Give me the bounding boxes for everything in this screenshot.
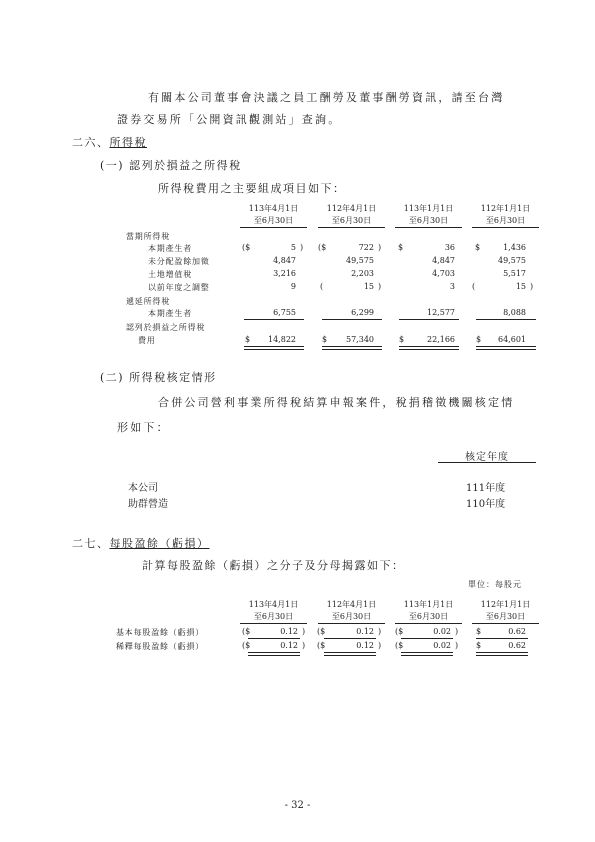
eps-close-paren: ) [378,641,382,650]
eps-basic-label: 基本每股盈餘（虧損） [116,628,204,637]
tax-open-dollar: ($ [318,243,327,252]
intro-line-2: 證券交易所「公開資訊觀測站」查詢。 [117,113,342,126]
eps-double-underline [324,652,376,656]
tax-dollar: $ [399,335,405,344]
tax-col-4-line2: 至6月30日 [485,216,526,225]
eps-cell: 0.12 [356,641,374,650]
eps-col-1-line1: 113年4月1日 [248,600,299,609]
tax-cell: 9 [290,282,296,291]
row-current-tax: 當期所得稅 [126,232,170,241]
total-double-rule [399,346,459,350]
tax-col-3-rule [395,227,462,228]
tax-cell: 15 [515,282,526,291]
eps-col-1-line2: 至6月30日 [253,612,294,621]
row-current-period-label: 本期產生者 [148,244,192,253]
eps-cell: 0.12 [356,627,374,636]
assessment-entity: 助群營造 [128,499,168,510]
subtotal-rule [244,319,304,320]
eps-dollar: $ [476,627,482,636]
tax-cell: 4,847 [273,256,296,265]
eps-close-paren: ) [302,627,306,636]
tax-total-cell: 22,166 [427,335,455,344]
tax-col-3-line2: 至6月30日 [408,216,449,225]
tax-cell: 8,088 [503,308,526,317]
tax-total-cell: 64,601 [498,335,526,344]
total-double-rule [322,346,382,350]
eps-open-dollar: ($ [242,641,251,650]
tax-cell: 6,755 [273,308,296,317]
tax-cell: 12,577 [427,308,455,317]
eps-close-paren: ) [455,627,459,636]
eps-open-dollar: ($ [242,627,251,636]
row-total-label-2: 費用 [138,336,156,345]
eps-cell: 0.62 [508,641,526,650]
eps-double-underline [248,652,300,656]
tax-open-dollar: ($ [242,243,251,252]
tax-col-2-line1: 112年4月1日 [326,204,377,213]
tax-cell: 3,216 [273,269,296,278]
tax-cell: 6,299 [351,308,374,317]
row-prior-label: 以前年度之調整 [148,283,210,292]
section-26-number: 二六、 [72,136,110,149]
tax-col-4-line1: 112年1月1日 [480,204,531,213]
assessment-year: 110年度 [466,499,506,510]
tax-col-1-line2: 至6月30日 [253,216,294,225]
sub1-heading: (一) 認列於損益之所得稅 [100,159,242,172]
eps-double-underline [476,652,528,656]
tax-close-paren: ) [378,243,382,252]
section-27-description: 計算每股盈餘（虧損）之分子及分母揭露如下： [142,559,405,572]
tax-col-3-line1: 113年1月1日 [403,204,454,213]
tax-cell: 3 [449,282,455,291]
tax-col-1-line1: 113年4月1日 [248,204,299,213]
eps-col-4-line2: 至6月30日 [485,612,526,621]
tax-dollar: $ [322,335,328,344]
tax-dollar: $ [476,335,482,344]
eps-double-underline [401,652,453,656]
assessment-year: 111年度 [466,483,506,494]
section-26-heading [72,134,147,150]
tax-total-cell: 14,822 [268,335,296,344]
row-land-label: 土地增值稅 [148,270,192,279]
tax-close-paren: ) [300,243,304,252]
tax-cell: 4,703 [432,269,455,278]
eps-col-rule [240,623,307,624]
tax-col-1-rule [240,227,307,228]
eps-diluted-label: 稀釋每股盈餘（虧損） [116,642,204,651]
intro-line-1: 有關本公司董事會決議之員工酬勞及董事酬勞資訊，請至台灣 [148,91,505,104]
eps-col-2-line1: 112年4月1日 [326,600,377,609]
tax-dollar: $ [475,243,481,252]
eps-close-paren: ) [302,641,306,650]
tax-cell: 722 [358,243,374,252]
page-number: - 32 - [284,800,311,811]
row-total-label-1: 認列於損益之所得稅 [126,323,206,332]
tax-cell: 15 [363,282,374,291]
assessment-header-rule [438,462,536,463]
eps-dollar: $ [476,641,482,650]
eps-underline [324,638,376,639]
eps-col-rule [318,623,385,624]
section-27-heading [72,535,210,551]
sub2-heading: (二) 所得稅核定情形 [100,371,217,384]
tax-cell: 2,203 [351,269,374,278]
section-27-title: 每股盈餘（虧損） [109,537,210,550]
eps-cell: 0.62 [508,627,526,636]
sub1-description: 所得稅費用之主要組成項目如下： [158,182,346,195]
tax-cell: 5 [290,243,296,252]
eps-open-dollar: ($ [317,641,326,650]
eps-col-rule [395,623,462,624]
eps-col-2-line2: 至6月30日 [331,612,372,621]
section-26-title: 所得稅 [109,136,147,149]
tax-open-paren: ( [472,282,476,291]
eps-col-rule [472,623,539,624]
eps-open-dollar: ($ [317,627,326,636]
eps-open-dollar: ($ [395,641,404,650]
eps-col-3-line1: 113年1月1日 [403,600,454,609]
tax-col-2-rule [318,227,385,228]
tax-col-4-rule [472,227,539,228]
eps-underline [476,638,528,639]
assessment-entity: 本公司 [128,483,158,494]
tax-close-paren: ) [378,282,382,291]
subtotal-rule [476,319,536,320]
tax-dollar: $ [245,335,251,344]
tax-cell: 36 [444,243,455,252]
tax-open-paren: ( [320,282,324,291]
row-deferred: 遞延所得稅 [126,297,170,306]
tax-dollar: $ [398,243,404,252]
eps-cell: 0.12 [280,641,298,650]
row-deferred-current-label: 本期產生者 [148,309,192,318]
section-27-number: 二七、 [72,537,110,550]
eps-cell: 0.02 [433,641,451,650]
tax-cell: 49,575 [498,256,526,265]
eps-col-3-line2: 至6月30日 [408,612,449,621]
tax-close-paren: ) [530,282,534,291]
eps-cell: 0.12 [280,627,298,636]
eps-unit: 單位：每股元 [468,580,522,589]
subtotal-rule [322,319,382,320]
total-double-rule [476,346,536,350]
tax-cell: 5,517 [503,269,526,278]
sub2-desc-line-2: 形如下： [117,421,170,434]
eps-close-paren: ) [455,641,459,650]
row-undistributed-label: 未分配盈餘加徵 [148,257,210,266]
tax-cell: 1,436 [503,243,526,252]
eps-underline [401,638,453,639]
tax-col-2-line2: 至6月30日 [331,216,372,225]
eps-col-4-line1: 112年1月1日 [480,600,531,609]
eps-open-dollar: ($ [395,627,404,636]
subtotal-rule [399,319,459,320]
assessment-col-header: 核定年度 [465,452,509,463]
eps-underline [248,638,300,639]
tax-cell: 49,575 [346,256,374,265]
eps-close-paren: ) [378,627,382,636]
tax-cell: 4,847 [432,256,455,265]
total-double-rule [244,346,304,350]
eps-cell: 0.02 [433,627,451,636]
sub2-desc-line-1: 合併公司營利事業所得稅結算申報案件，稅捐稽徵機關核定情 [158,396,515,409]
tax-total-cell: 57,340 [346,335,374,344]
